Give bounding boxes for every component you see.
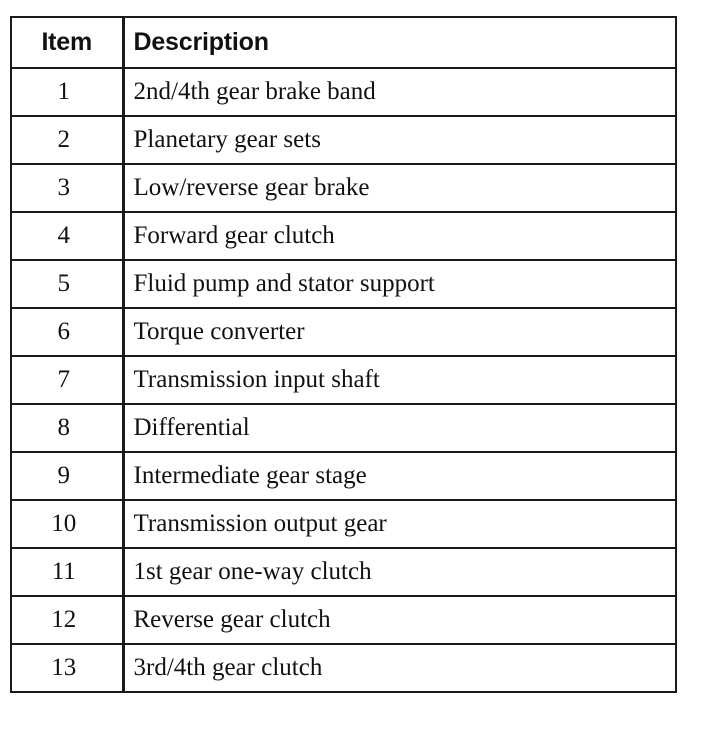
header-row xyxy=(11,17,676,68)
item-number-cell: 1 xyxy=(11,68,123,116)
description-column-header: Description xyxy=(123,17,676,68)
table-row xyxy=(11,260,676,308)
item-number-cell: 13 xyxy=(11,644,123,692)
item-column-header: Item xyxy=(11,17,123,68)
item-number-cell: 2 xyxy=(11,116,123,164)
item-description-cell: Transmission input shaft xyxy=(123,356,676,404)
item-number-cell: 3 xyxy=(11,164,123,212)
table-row xyxy=(11,548,676,596)
table-row xyxy=(11,644,676,692)
item-number-cell: 6 xyxy=(11,308,123,356)
table-row xyxy=(11,404,676,452)
parts-legend-table xyxy=(10,16,677,693)
table-row xyxy=(11,308,676,356)
item-description-cell: Intermediate gear stage xyxy=(123,452,676,500)
item-description-cell: Transmission output gear xyxy=(123,500,676,548)
table-row xyxy=(11,68,676,116)
table-row xyxy=(11,500,676,548)
item-number-cell: 5 xyxy=(11,260,123,308)
item-description-cell: 3rd/4th gear clutch xyxy=(123,644,676,692)
item-description-cell: 2nd/4th gear brake band xyxy=(123,68,676,116)
table-row xyxy=(11,164,676,212)
item-description-cell: Torque converter xyxy=(123,308,676,356)
item-description-cell: Differential xyxy=(123,404,676,452)
item-number-cell: 12 xyxy=(11,596,123,644)
item-description-cell: Fluid pump and stator support xyxy=(123,260,676,308)
item-description-cell: Forward gear clutch xyxy=(123,212,676,260)
table-row xyxy=(11,116,676,164)
item-number-cell: 4 xyxy=(11,212,123,260)
item-number-cell: 7 xyxy=(11,356,123,404)
table-row xyxy=(11,452,676,500)
item-number-cell: 11 xyxy=(11,548,123,596)
item-description-cell: Low/reverse gear brake xyxy=(123,164,676,212)
item-number-cell: 8 xyxy=(11,404,123,452)
table-row xyxy=(11,212,676,260)
table-body xyxy=(11,68,676,692)
item-number-cell: 10 xyxy=(11,500,123,548)
item-description-cell: 1st gear one-way clutch xyxy=(123,548,676,596)
item-description-cell: Reverse gear clutch xyxy=(123,596,676,644)
item-number-cell: 9 xyxy=(11,452,123,500)
item-description-cell: Planetary gear sets xyxy=(123,116,676,164)
table-header xyxy=(11,17,676,68)
table-row xyxy=(11,596,676,644)
table-row xyxy=(11,356,676,404)
